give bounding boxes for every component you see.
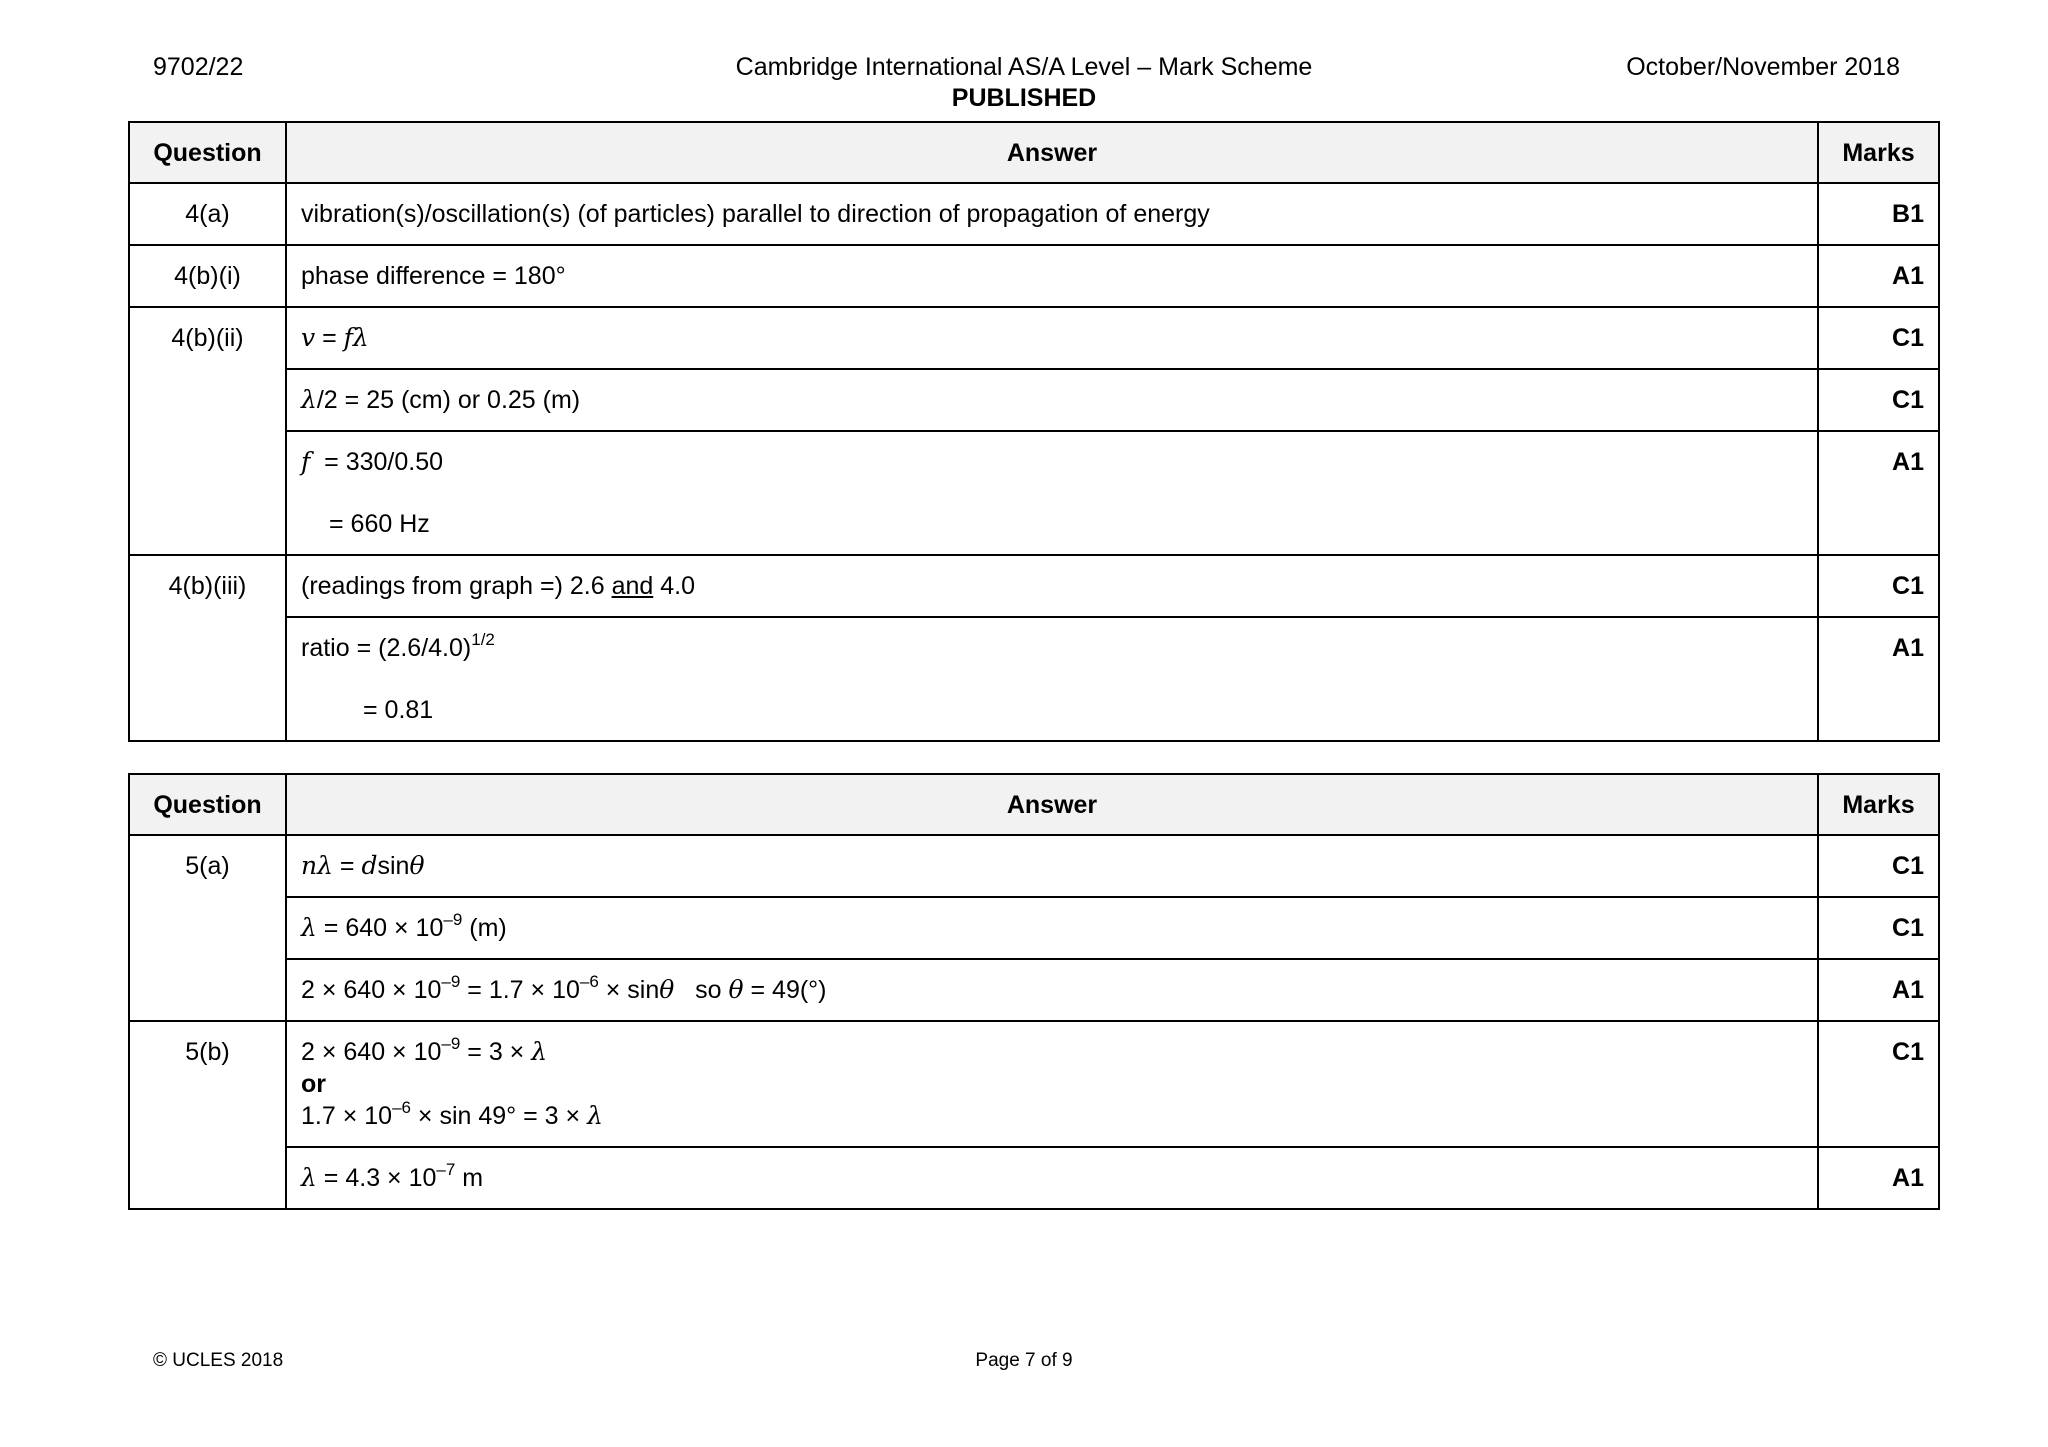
column-header-answer: Answer [286,122,1818,183]
mark-cell: A1 [1818,245,1939,307]
question-label: 4(b)(i) [129,245,286,307]
answer-cell [286,959,1818,1021]
question-label: 5(a) [129,835,286,1021]
mark-cell: C1 [1818,369,1939,431]
question-label: 4(b)(iii) [129,555,286,741]
table-row [129,959,1939,1021]
table-row [129,555,1939,617]
published-label: PUBLISHED [951,84,1097,112]
answer-equation: λ/2 = 25 (cm) or 0.25 (m) [301,385,581,414]
answer-cell [286,835,1818,897]
column-header-marks: Marks [1818,122,1939,183]
answer-equation: $\lambda = 4.3 \times 10^{-7}$ m [301,1160,484,1192]
document-title: Cambridge International AS/A Level – Mark Scheme [735,53,1313,81]
copyright-notice: © UCLES 2018 [153,1350,284,1371]
answer-equation: $2 \times 640 \times 10^{-9} = 1.7 \times 10^{-6} \times \sin\theta$ so θ = 49(°) [301,972,827,1004]
answer-cell [286,245,1818,307]
question-label: 4(b)(ii) [129,307,286,555]
answer-result: = 660 Hz [329,510,430,538]
answer-text: (readings from graph =) 2.6 and 4.0 [301,572,695,600]
table-row [129,897,1939,959]
answer-cell [286,431,1818,555]
mark-cell: C1 [1818,1021,1939,1147]
answer-equation: f = 330/0.50 [301,447,444,476]
answer-equation: $\lambda = 640 \times 10^{-9}$ (m) [301,910,507,942]
table-row [129,245,1939,307]
answer-text: vibration(s)/oscillation(s) (of particles) parallel to direction of propagation of energy [301,200,1210,228]
mark-cell: B1 [1818,183,1939,245]
mark-cell: A1 [1818,431,1939,555]
mark-cell: A1 [1818,617,1939,741]
answer-cell [286,1147,1818,1209]
column-header-marks: Marks [1818,774,1939,835]
mark-cell: A1 [1818,1147,1939,1209]
answer-text: phase difference = 180° [301,262,566,290]
answer-cell [286,617,1818,741]
table-row [129,1021,1939,1147]
mark-scheme-table-q4 [128,121,1940,742]
page-number: Page 7 of 9 [975,1350,1073,1371]
document-code: 9702/22 [153,53,244,81]
answer-cell [286,307,1818,369]
answer-cell [286,555,1818,617]
mark-cell: C1 [1818,897,1939,959]
mark-cell: C1 [1818,307,1939,369]
mark-scheme-table-q5 [128,773,1940,1210]
table-row [129,431,1939,555]
table-header-row [129,122,1939,183]
table-header-row [129,774,1939,835]
table-row [129,307,1939,369]
answer-cell [286,183,1818,245]
column-header-question: Question [129,774,286,835]
table-row [129,369,1939,431]
mark-cell: C1 [1818,835,1939,897]
exam-session: October/November 2018 [1626,53,1900,81]
column-header-answer: Answer [286,774,1818,835]
answer-cell [286,369,1818,431]
answer-result: = 0.81 [363,696,434,724]
answer-equation: $1.7 \times 10^{-6} \times \sin 49^\circ = 3 \times \lambda$ [301,1098,603,1130]
answer-cell [286,1021,1818,1147]
question-label: 5(b) [129,1021,286,1209]
table-row [129,1147,1939,1209]
mark-cell: A1 [1818,959,1939,1021]
answer-equation: nλ = dsinθ [301,851,425,880]
table-row [129,835,1939,897]
answer-cell [286,897,1818,959]
answer-equation: ratio = $(2.6/4.0)^{1/2}$ [301,630,495,662]
table-row [129,617,1939,741]
table-row [129,183,1939,245]
answer-equation: v = fλ [301,323,369,352]
or-label: or [301,1070,326,1098]
mark-cell: C1 [1818,555,1939,617]
answer-equation: $2 \times 640 \times 10^{-9} = 3 \times \lambda$ [301,1034,548,1066]
question-label: 4(a) [129,183,286,245]
column-header-question: Question [129,122,286,183]
